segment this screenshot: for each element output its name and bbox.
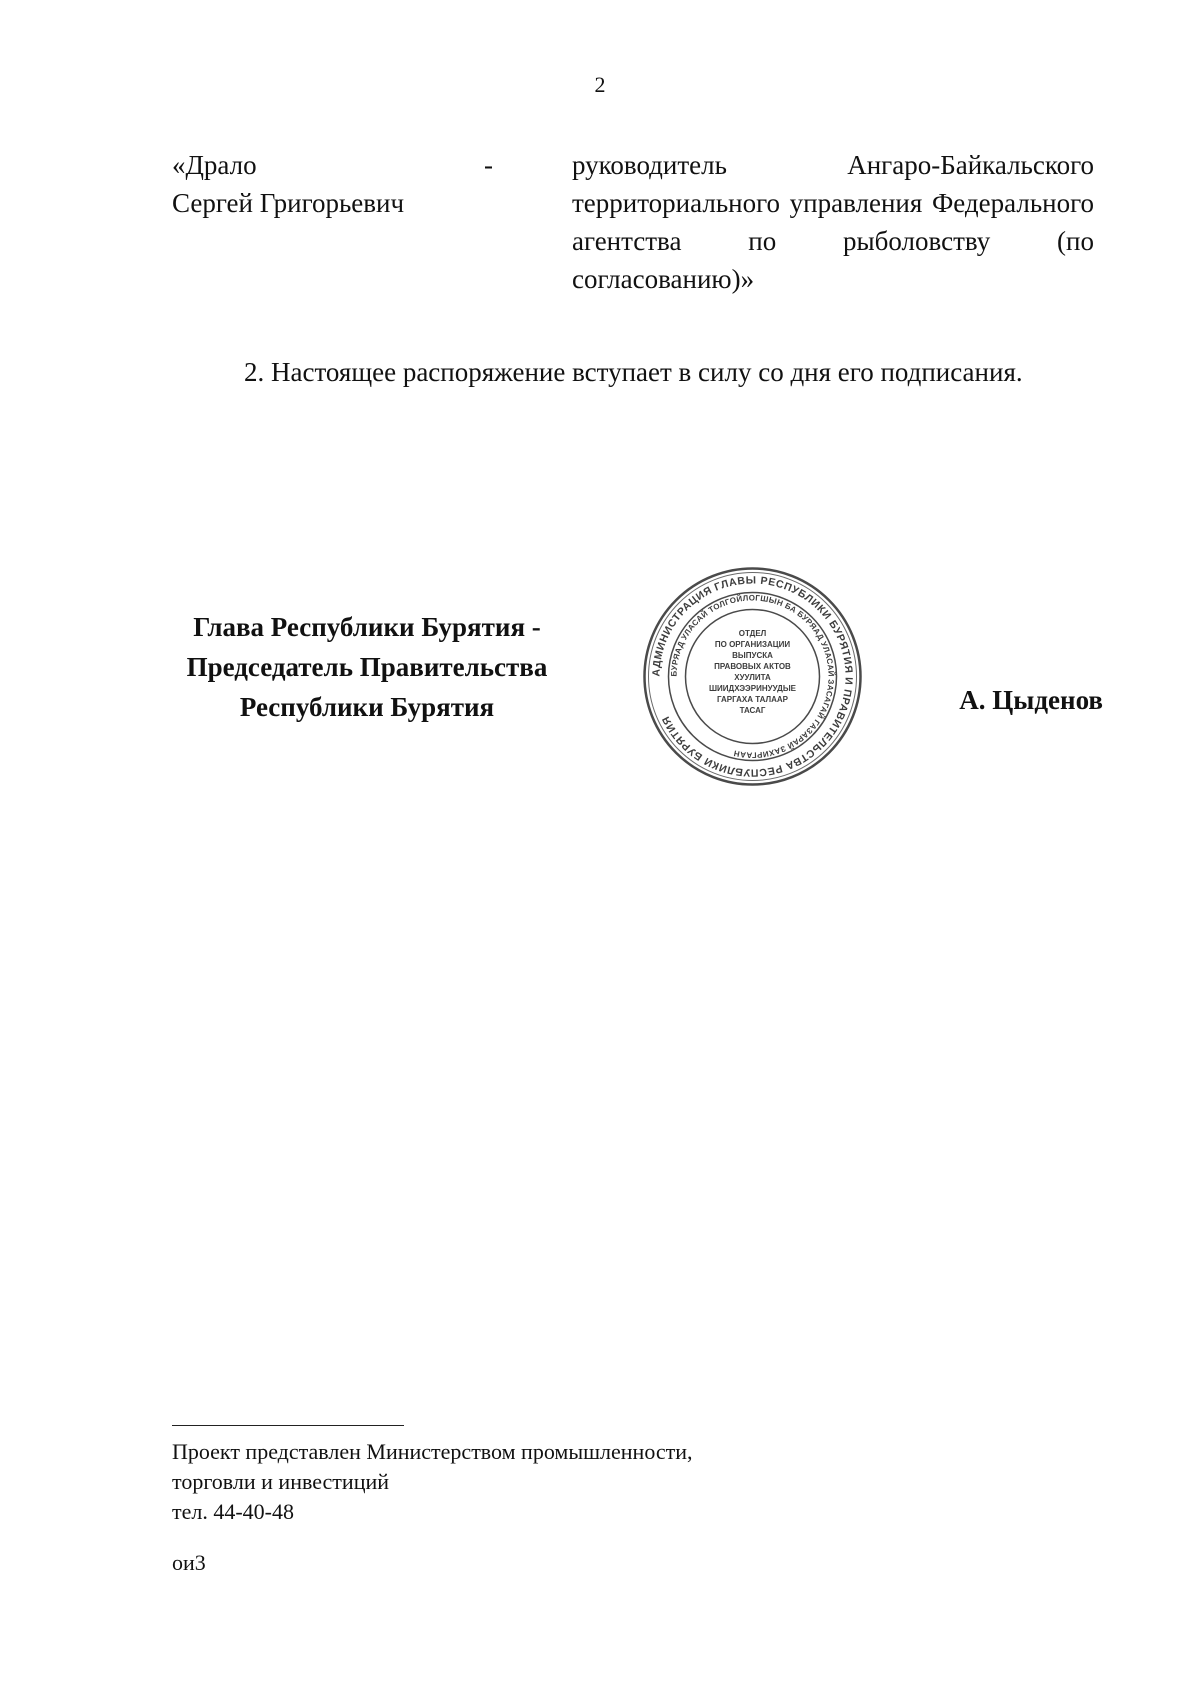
seal-center-line: ШИИДХЭЭРИНУУДЫЕ [708, 684, 797, 693]
seal-center-line: ХУУЛИТА [734, 673, 771, 682]
svg-text:БУРЯАД УЛАСАЙ ТОЛГОЙЛОГШЫН БА: БУРЯАД УЛАСАЙ ТОЛГОЙЛОГШЫН БА БУРЯАД УЛАСАЙ ЗАСАГАЙ ГАЗАРАЙ ЗАХИРГААН [669, 593, 836, 760]
clause-effective-date: 2. Настоящее распоряжение вступает в силу со дня его подписания. [244, 357, 1023, 387]
seal-center-line: ПРАВОВЫХ АКТОВ [714, 662, 791, 671]
seal-center-line: ОТДЕЛ [738, 629, 767, 638]
seal-center-line: ТАСАГ [739, 706, 766, 715]
footer-line: Проект представлен Министерством промышленности, [172, 1439, 693, 1464]
signatory-title-line: Председатель Правительства [186, 652, 548, 682]
document-code: ои3 [172, 1550, 206, 1575]
signatory-title-line: Республики Бурятия [239, 692, 495, 722]
seal-graphic [640, 564, 865, 789]
seal-center-line: ГАРГАХА ТАЛААР [716, 695, 789, 704]
seal-center-line: ВЫПУСКА [732, 651, 773, 660]
footer-note [172, 1437, 693, 1527]
svg-text:АДМИНИСТРАЦИЯ ГЛАВЫ РЕСПУБЛИКИ: АДМИНИСТРАЦИЯ ГЛАВЫ РЕСПУБЛИКИ БУРЯТИЯ И ПРАВИТЕЛЬСТВА РЕСПУБЛИКИ БУРЯТИЯ [650, 574, 855, 779]
footer-divider [172, 1425, 404, 1426]
member-dash: - [484, 150, 493, 180]
member-surname: «Драло [172, 150, 257, 180]
official-seal-stamp [640, 564, 865, 789]
signatory-name: А. Цыденов [959, 685, 1103, 715]
page-number: 2 [594, 72, 606, 97]
signatory-title-line: Глава Республики Бурятия - [193, 612, 541, 642]
seal-center-line: ПО ОРГАНИЗАЦИИ [714, 640, 791, 649]
member-name [172, 146, 472, 222]
signatory-title [166, 607, 568, 727]
member-position: руководитель Ангаро-Байкальского территориального управления Федерального агентства по рыболовству (по согласованию)» [572, 150, 1094, 294]
member-given-names: Сергей Григорьевич [172, 188, 405, 218]
footer-line: торговли и инвестиций [172, 1469, 390, 1494]
footer-phone: тел. 44-40-48 [172, 1499, 295, 1524]
